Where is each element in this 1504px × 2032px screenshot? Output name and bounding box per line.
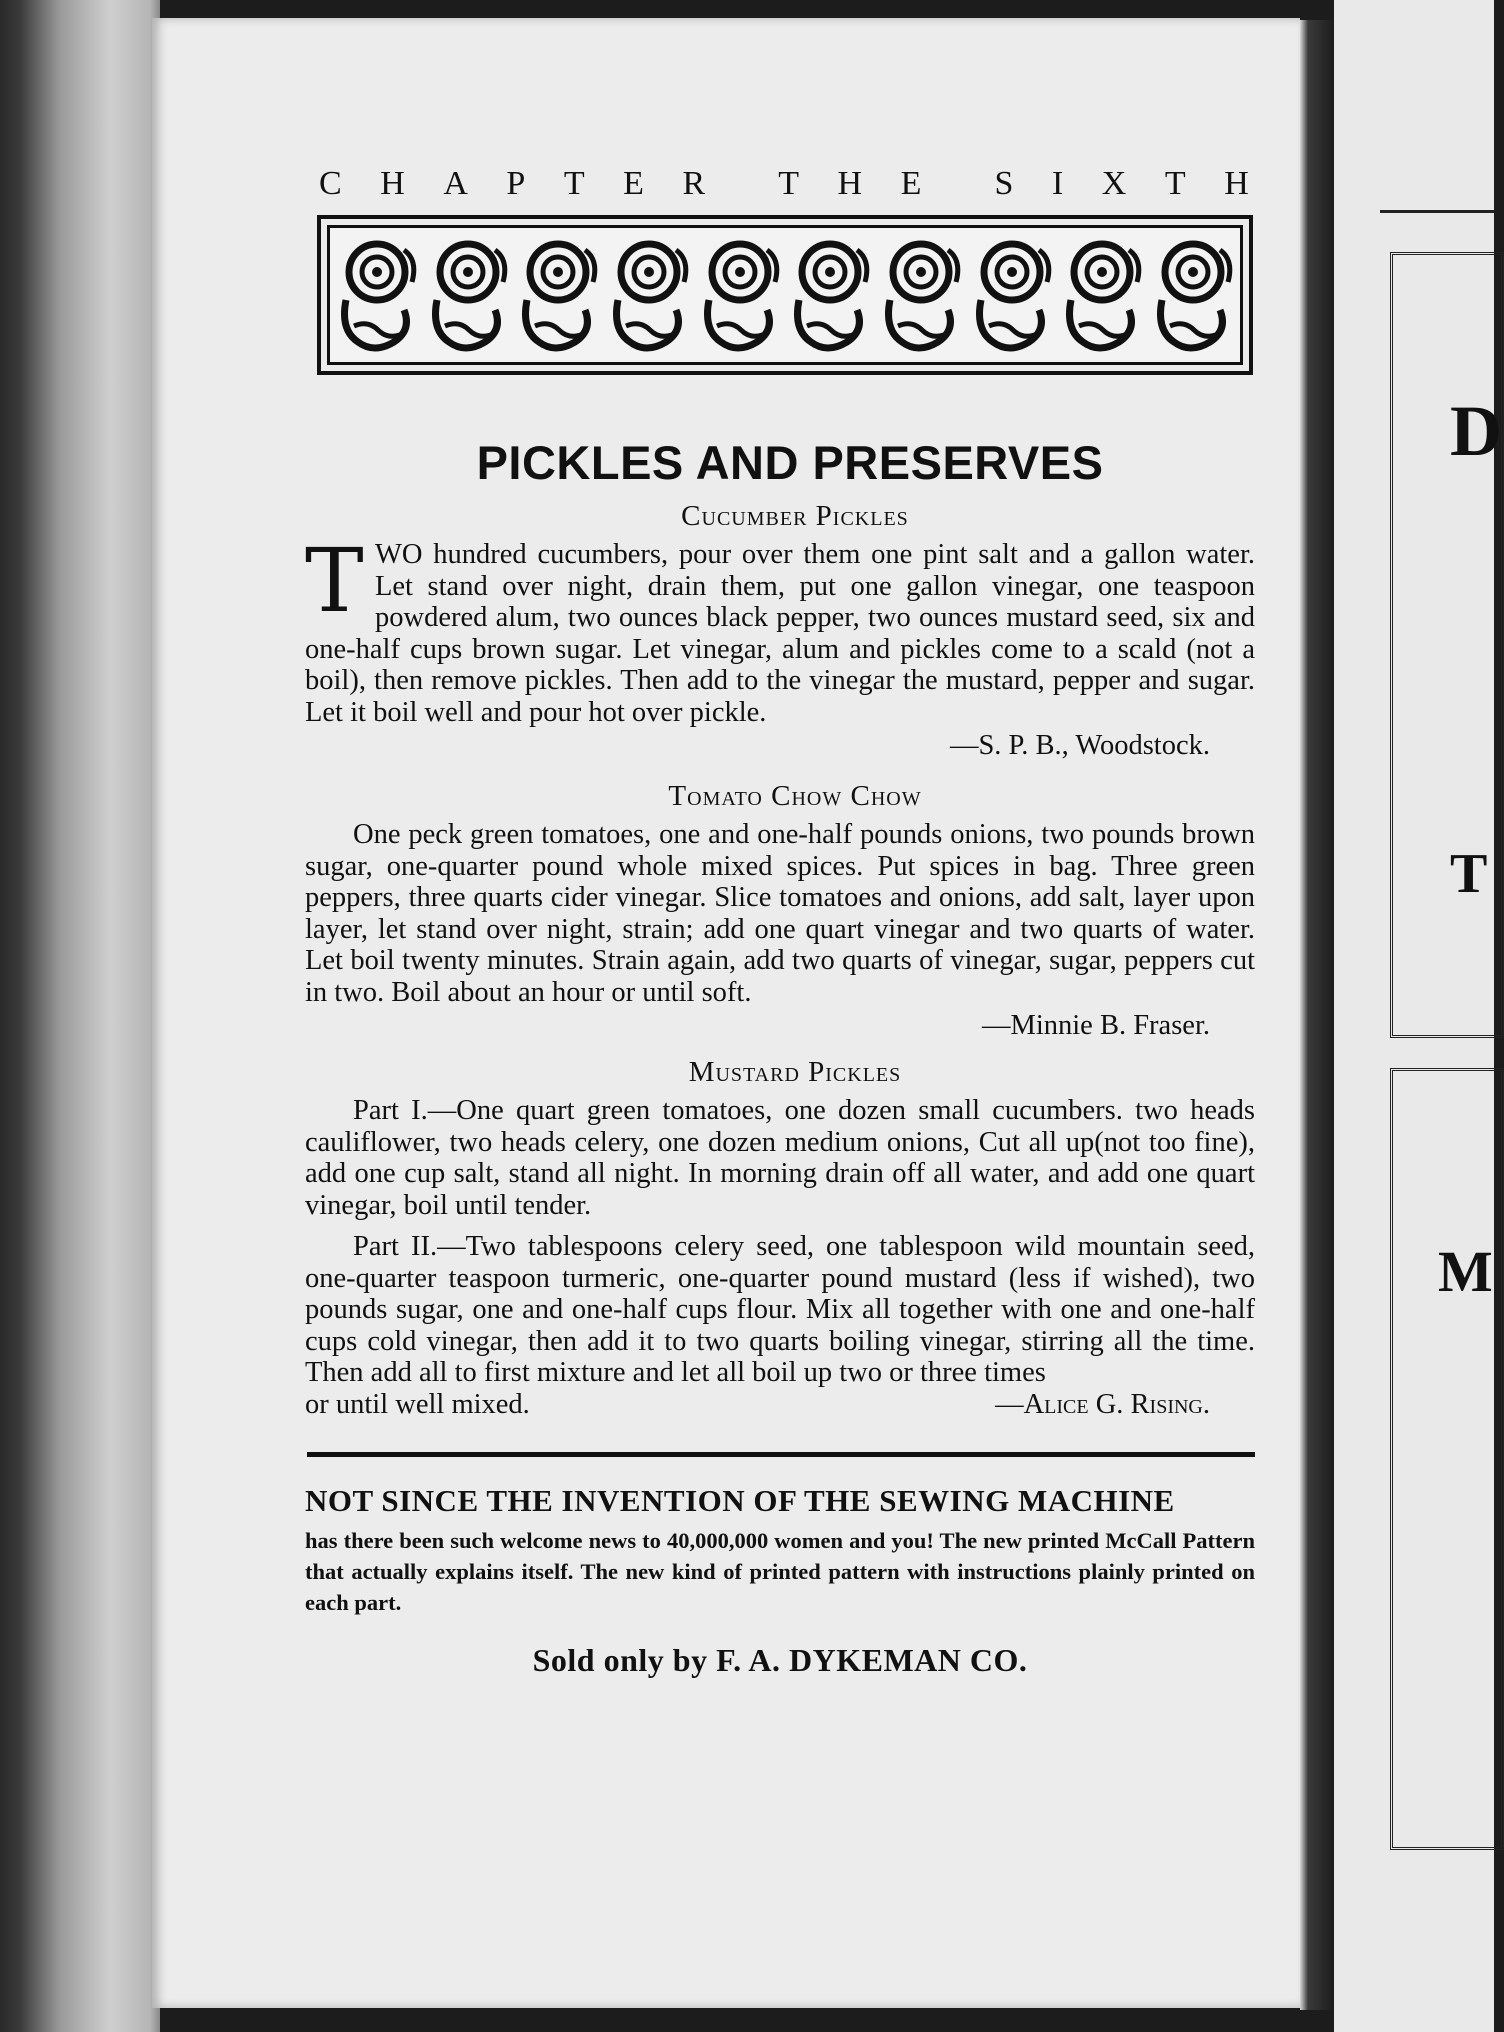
scroll-ornament-icon — [697, 230, 783, 360]
recipe-title-chow-chow: Tomato Chow Chow — [668, 780, 922, 812]
scroll-ornament-icon — [606, 230, 692, 360]
chapter-letter: T — [1164, 165, 1190, 202]
page-content — [305, 165, 1255, 1679]
section-divider — [307, 1452, 1255, 1457]
chapter-letter: S — [994, 165, 1018, 202]
recipe-title-mustard: Mustard Pickles — [688, 1056, 902, 1088]
right-page-letter-m: M — [1438, 1239, 1493, 1304]
chapter-letter: A — [443, 165, 472, 202]
right-page-letter-t: T — [1450, 843, 1488, 905]
book-gutter — [1300, 20, 1336, 2010]
right-page-frame-bottom — [1390, 1068, 1504, 1850]
scroll-ornament-icon — [515, 230, 601, 360]
chapter-letter: P — [506, 165, 530, 202]
drop-cap: T — [305, 529, 364, 632]
chapter-letter: T — [563, 165, 589, 202]
chapter-letter: H — [380, 165, 409, 202]
ad-headline: NOT SINCE THE INVENTION OF THE SEWING MACHINE — [305, 1483, 1175, 1518]
scroll-ornament-icon — [1059, 230, 1145, 360]
chapter-letter: T — [778, 165, 804, 202]
chapter-letter: I — [1051, 165, 1068, 202]
scroll-ornament-icon — [334, 230, 420, 360]
right-page-rule — [1380, 210, 1494, 213]
ad-sold-by: Sold only by F. A. DYKEMAN CO. — [532, 1642, 1028, 1678]
ad-body: has there been such welcome news to 40,000,000 women and you! The new printed McCall Pattern that actually explains itself. The new kind of printed pattern with instructions plainly printed on each part. — [305, 1528, 1255, 1615]
chapter-letter: C — [319, 165, 346, 202]
right-page — [1334, 0, 1502, 2032]
scroll-ornament-row — [327, 225, 1243, 365]
recipe-text: WO hundred cucumbers, pour over them one pint salt and a gallon water. Let stand over night, drain them, put one gallon vinegar, one teaspoon powdered alum, two ounces black pepper, two ounces mustard seed, six and one-half cups brown sugar. Let vinegar, alum and pickles come to a scald (not a boil), then remove pickles. Then add to the vinegar the mustard, pepper and sugar. Let it boil well and pour hot over pickle. — [305, 539, 1255, 728]
recipe-body-chow-chow: One peck green tomatoes, one and one-half pounds onions, two pounds brown sugar, one-quarter pound whole mixed spices. Put spices in bag. Three green peppers, three quarts cider vinegar. Slice tomatoes and onions, add salt, layer upon layer, let stand over night, strain; add one quart vinegar and two quarts of water. Let boil twenty minutes. Strain again, add two quarts of vinegar, sugar, peppers cut in two. Boil about an hour or until soft. — [305, 819, 1255, 1008]
chapter-letter: E — [623, 165, 648, 202]
recipe-credit: —Alice G. Rising. — [995, 1388, 1210, 1420]
recipe-part-one: Part I.—One quart green tomatoes, one dozen small cucumbers. two heads cauliflower, two heads celery, one dozen medium onions, Cut all up(not too fine), add one cup salt, stand all night. In morning drain off all water, and add one quart vinegar, boil until tender. — [305, 1095, 1255, 1221]
chapter-letter: R — [682, 165, 710, 202]
right-page-letter-d: D — [1450, 391, 1502, 471]
chapter-letter: X — [1101, 165, 1131, 202]
recipe-part-two: Part II.—Two tablespoons celery seed, one tablespoon wild mountain seed, one-quarter teaspoon turmeric, one-quarter pound mustard (less if wished), two pounds sugar, one and one-half cups flour. Mix all together with one and one-half cups cold vinegar, then add it to two quarts boiling vinegar, stirring all the time. Then add all to first mixture and let all boil up two or three times — [305, 1231, 1255, 1388]
recipe-title-cucumber: Cucumber Pickles — [681, 500, 909, 532]
chapter-letter: H — [837, 165, 867, 202]
recipe-body-cucumber — [305, 529, 1255, 728]
chapter-heading — [319, 165, 1253, 203]
recipe-credit: —Minnie B. Fraser. — [982, 1010, 1210, 1041]
scroll-ornament-icon — [1150, 230, 1236, 360]
scroll-ornament-icon — [878, 230, 964, 360]
chapter-letter: H — [1224, 165, 1253, 202]
page-title: PICKLES AND PRESERVES — [476, 436, 1104, 489]
recipe-credit: —S. P. B., Woodstock. — [949, 730, 1210, 761]
ornamental-banner — [317, 215, 1253, 375]
recipe-text: or until well mixed. — [305, 1388, 530, 1420]
scroll-ornament-icon — [787, 230, 873, 360]
book-edge — [0, 0, 160, 2032]
recipe-final-line — [305, 1389, 1255, 1421]
scroll-ornament-icon — [425, 230, 511, 360]
scroll-ornament-icon — [969, 230, 1055, 360]
chapter-letter: E — [900, 165, 926, 202]
right-page-frame-top — [1390, 252, 1504, 1038]
